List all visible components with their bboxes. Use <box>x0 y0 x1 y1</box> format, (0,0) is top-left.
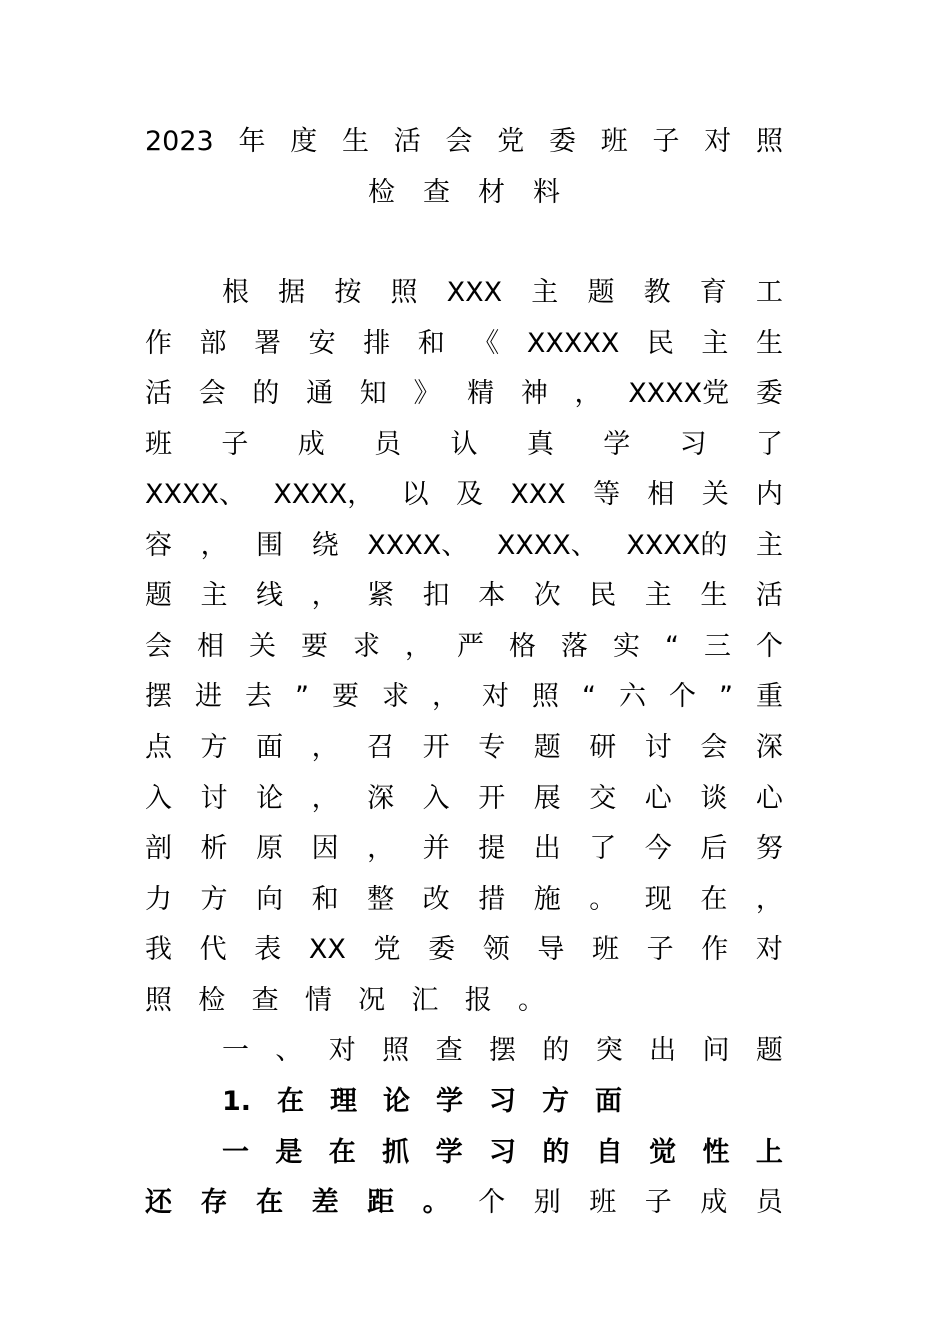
text-token: 查 <box>423 177 450 208</box>
text-token: 子 <box>644 1187 672 1218</box>
text-token: 子 <box>652 126 680 157</box>
text-token: 根 <box>222 277 249 308</box>
text-token: 严 <box>457 631 484 662</box>
text-token: 摆 <box>488 1035 516 1066</box>
text-token: 照 <box>390 277 418 308</box>
paragraph-line <box>145 425 783 465</box>
text-token: 照 <box>532 681 559 712</box>
text-token: 剖 <box>145 833 172 864</box>
text-token: 本 <box>478 580 506 611</box>
text-token: 精 <box>467 378 495 409</box>
paragraph-line <box>145 475 783 515</box>
paragraph-line-mixed <box>145 1183 783 1223</box>
text-token: 排 <box>363 328 391 359</box>
text-token: 方 <box>541 1086 569 1117</box>
text-token: 心 <box>755 783 783 814</box>
text-token: 一 <box>222 1035 249 1066</box>
text-token: 求 <box>382 681 409 712</box>
paragraph-line <box>145 779 783 819</box>
text-token: 开 <box>422 732 450 763</box>
text-token: 整 <box>367 884 395 915</box>
text-token: 深 <box>367 783 395 814</box>
text-token: 对 <box>755 934 783 965</box>
paragraph-line <box>145 981 545 1021</box>
text-token: 扣 <box>422 580 450 611</box>
text-token: 方 <box>200 732 228 763</box>
text-token: “ <box>582 681 596 712</box>
text-token: XXXX， <box>273 479 375 510</box>
text-token: 要 <box>301 631 328 662</box>
text-token: 讨 <box>200 783 228 814</box>
paragraph-line <box>222 273 783 313</box>
text-token: 成 <box>297 429 325 460</box>
text-token: 在 <box>328 1137 356 1168</box>
text-token: ” <box>719 681 733 712</box>
text-token: 要 <box>332 681 359 712</box>
text-token: 努 <box>755 833 783 864</box>
text-token: XXXX、 <box>367 530 469 561</box>
text-token: 措 <box>478 884 506 915</box>
text-token: 相 <box>197 631 224 662</box>
text-token: 材 <box>478 177 505 208</box>
text-token: 习 <box>488 1086 516 1117</box>
text-token: 召 <box>367 732 395 763</box>
text-token: 对 <box>328 1035 356 1066</box>
text-token: 一 <box>222 1137 249 1168</box>
document-title-line-2 <box>368 173 560 213</box>
text-token: 生 <box>700 580 728 611</box>
text-token: 容 <box>145 530 172 561</box>
paragraph-line <box>145 526 783 566</box>
text-token: 专 <box>478 732 506 763</box>
text-token: 真 <box>526 429 554 460</box>
text-token: 认 <box>450 429 478 460</box>
text-token: 对 <box>482 681 509 712</box>
text-token: 年 <box>238 126 266 157</box>
text-token: 和 <box>311 884 339 915</box>
paragraph-line <box>145 930 783 970</box>
text-token: 作 <box>145 328 172 359</box>
text-token: 学 <box>435 1137 463 1168</box>
text-token: 导 <box>537 934 565 965</box>
text-token: 原 <box>256 833 284 864</box>
text-token: ， <box>311 783 339 814</box>
text-token: 党 <box>497 126 525 157</box>
text-token: 汇 <box>411 985 439 1016</box>
text-token: 习 <box>679 429 707 460</box>
text-token: 通 <box>306 378 334 409</box>
paragraph-line <box>145 728 783 768</box>
text-token: 距 <box>367 1187 395 1218</box>
text-token: 题 <box>755 1035 783 1066</box>
text-token: 班 <box>600 126 628 157</box>
text-token: 面 <box>594 1086 622 1117</box>
text-token: 》 <box>413 378 441 409</box>
text-token: 活 <box>755 580 783 611</box>
text-token: 等 <box>593 479 621 510</box>
text-token: 入 <box>422 783 450 814</box>
text-token: 委 <box>755 378 783 409</box>
text-token: 育 <box>699 277 727 308</box>
paragraph-line <box>145 677 783 717</box>
text-token: 个 <box>478 1187 506 1218</box>
text-token: 查 <box>435 1035 463 1066</box>
text-token: 实 <box>613 631 640 662</box>
document-title-line-1 <box>145 122 783 162</box>
text-token: 存 <box>200 1187 228 1218</box>
paragraph-line <box>145 880 783 920</box>
text-token: 委 <box>428 934 456 965</box>
text-token: 民 <box>646 328 674 359</box>
text-token: XXXXX <box>526 328 620 359</box>
text-token: XXXX、 <box>145 479 246 510</box>
text-token: 会 <box>700 732 728 763</box>
text-token: 署 <box>254 328 282 359</box>
paragraph-line <box>145 829 783 869</box>
text-token: “ <box>665 631 679 662</box>
text-token: 神 <box>520 378 548 409</box>
text-token: 检 <box>368 177 395 208</box>
text-token: ， <box>311 732 339 763</box>
text-token: 个 <box>669 681 696 712</box>
text-token: 教 <box>643 277 671 308</box>
text-token: 党 <box>373 934 401 965</box>
text-token: 。 <box>517 985 545 1016</box>
text-token: 的 <box>542 1137 570 1168</box>
text-token: 因 <box>311 833 339 864</box>
text-token: XXXX的 <box>626 530 728 561</box>
text-token: 员 <box>374 429 402 460</box>
text-token: 落 <box>561 631 588 662</box>
text-token: 研 <box>589 732 617 763</box>
text-token: 求 <box>353 631 380 662</box>
text-token: 照 <box>755 126 783 157</box>
text-token: 和 <box>417 328 445 359</box>
text-token: 况 <box>358 985 386 1016</box>
text-token: 性 <box>702 1137 730 1168</box>
text-token: 领 <box>482 934 510 965</box>
text-token: 出 <box>649 1035 677 1066</box>
text-token: 了 <box>756 429 783 460</box>
text-token: 并 <box>422 833 450 864</box>
text-token: 线 <box>256 580 284 611</box>
text-token: 知 <box>359 378 387 409</box>
text-token: ， <box>405 631 432 662</box>
text-token: 入 <box>145 783 172 814</box>
text-token: 展 <box>533 783 561 814</box>
text-token: 问 <box>702 1035 730 1066</box>
text-token: 摆 <box>145 681 172 712</box>
text-token: ， <box>367 833 395 864</box>
text-token: 出 <box>533 833 561 864</box>
text-token: 谈 <box>700 783 728 814</box>
text-token: 生 <box>341 126 369 157</box>
text-token: 以 <box>401 479 429 510</box>
text-token: 析 <box>200 833 228 864</box>
text-token: 主 <box>531 277 559 308</box>
text-token: 次 <box>533 580 561 611</box>
text-token: 提 <box>478 833 506 864</box>
text-token: 方 <box>200 884 228 915</box>
text-token: 了 <box>589 833 617 864</box>
text-token: 、 <box>275 1035 303 1066</box>
text-token: 在 <box>256 1187 284 1218</box>
text-token: 题 <box>145 580 172 611</box>
text-token: 还 <box>145 1187 172 1218</box>
text-token: 围 <box>256 530 284 561</box>
text-token: 班 <box>145 429 172 460</box>
text-token: 现 <box>644 884 672 915</box>
text-token: 力 <box>145 884 172 915</box>
paragraph-line <box>145 627 783 667</box>
text-token: 觉 <box>649 1137 677 1168</box>
text-token: XXXX党 <box>628 378 730 409</box>
text-token: 度 <box>290 126 318 157</box>
text-token: 照 <box>145 985 172 1016</box>
text-token: XXX <box>446 277 503 308</box>
text-token: 学 <box>603 429 631 460</box>
text-token: 对 <box>704 126 732 157</box>
text-token: 改 <box>422 884 450 915</box>
text-token: 我 <box>145 934 172 965</box>
text-token: 六 <box>619 681 646 712</box>
text-token: 活 <box>145 378 172 409</box>
paragraph-line <box>145 374 783 414</box>
text-token: 内 <box>756 479 783 510</box>
text-token: 题 <box>533 732 561 763</box>
text-token: 论 <box>256 783 284 814</box>
text-token: 检 <box>198 985 226 1016</box>
text-token: ， <box>574 378 602 409</box>
text-token: 据 <box>278 277 306 308</box>
text-token: 班 <box>589 1187 617 1218</box>
text-token: 料 <box>533 177 560 208</box>
text-token: 差 <box>311 1187 339 1218</box>
subsection-heading <box>222 1082 622 1122</box>
text-token: 。 <box>589 884 617 915</box>
text-token: 。 <box>422 1187 450 1218</box>
text-token: 报 <box>464 985 492 1016</box>
text-token: 按 <box>334 277 362 308</box>
text-token: 代 <box>199 934 227 965</box>
text-token: 关 <box>249 631 276 662</box>
text-token: ， <box>432 681 459 712</box>
text-token: 交 <box>589 783 617 814</box>
text-token: ， <box>311 580 339 611</box>
text-token: 向 <box>256 884 284 915</box>
text-token: 成 <box>700 1187 728 1218</box>
text-token: 委 <box>548 126 576 157</box>
text-token: 紧 <box>367 580 395 611</box>
text-token: 自 <box>595 1137 623 1168</box>
text-token: 理 <box>330 1086 358 1117</box>
text-token: 会 <box>445 126 473 157</box>
text-token: 点 <box>145 732 172 763</box>
text-token: 后 <box>700 833 728 864</box>
text-token: 安 <box>308 328 336 359</box>
text-token: 三 <box>704 631 731 662</box>
text-token: 是 <box>275 1137 303 1168</box>
text-token: 照 <box>382 1035 410 1066</box>
text-token: ” <box>295 681 309 712</box>
text-token: 别 <box>533 1187 561 1218</box>
text-token: 会 <box>198 378 226 409</box>
text-token: 情 <box>304 985 332 1016</box>
text-token: 题 <box>587 277 615 308</box>
text-token: XXX <box>510 479 566 510</box>
text-token: 上 <box>755 1137 783 1168</box>
text-token: 主 <box>755 530 783 561</box>
text-token: 突 <box>595 1035 623 1066</box>
text-token: 工 <box>755 277 783 308</box>
text-token: 员 <box>755 1187 783 1218</box>
text-token: 主 <box>200 580 228 611</box>
text-token: 表 <box>254 934 282 965</box>
text-token: 子 <box>646 934 674 965</box>
text-token: 班 <box>592 934 619 965</box>
text-token: XXXX、 <box>496 530 598 561</box>
text-token: 的 <box>252 378 280 409</box>
text-token: 心 <box>644 783 672 814</box>
text-token: 学 <box>435 1086 463 1117</box>
text-token: 关 <box>701 479 729 510</box>
section-heading <box>222 1031 783 1071</box>
text-token: 面 <box>256 732 284 763</box>
text-token: 在 <box>700 884 728 915</box>
text-token: 1. <box>222 1086 252 1117</box>
text-token: 开 <box>478 783 506 814</box>
text-token: 主 <box>701 328 729 359</box>
text-token: 重 <box>756 681 783 712</box>
text-token: ， <box>755 884 783 915</box>
paragraph-line-bold <box>222 1133 783 1173</box>
text-token: 2023 <box>145 126 214 157</box>
text-token: 生 <box>755 328 783 359</box>
text-token: ， <box>200 530 228 561</box>
text-token: 格 <box>509 631 536 662</box>
paragraph-line <box>145 576 783 616</box>
text-token: 《 <box>472 328 500 359</box>
text-token: 民 <box>589 580 617 611</box>
text-token: 作 <box>701 934 729 965</box>
text-token: 抓 <box>382 1137 410 1168</box>
text-token: 及 <box>455 479 483 510</box>
text-token: 深 <box>755 732 783 763</box>
text-token: 讨 <box>644 732 672 763</box>
text-token: 查 <box>251 985 279 1016</box>
text-token: 去 <box>245 681 272 712</box>
text-token: 进 <box>195 681 222 712</box>
text-token: 相 <box>647 479 675 510</box>
text-token: 论 <box>383 1086 410 1117</box>
text-token: 习 <box>488 1137 516 1168</box>
text-token: 个 <box>756 631 783 662</box>
paragraph-line <box>145 324 783 364</box>
text-token: 部 <box>199 328 227 359</box>
text-token: 今 <box>644 833 672 864</box>
text-token: 在 <box>277 1086 305 1117</box>
text-token: 子 <box>221 429 249 460</box>
text-token: 绕 <box>311 530 339 561</box>
text-token: 的 <box>542 1035 570 1066</box>
text-token: XX <box>308 934 346 965</box>
text-token: 施 <box>533 884 561 915</box>
text-token: 会 <box>145 631 172 662</box>
text-token: 活 <box>393 126 421 157</box>
text-token: 主 <box>644 580 672 611</box>
